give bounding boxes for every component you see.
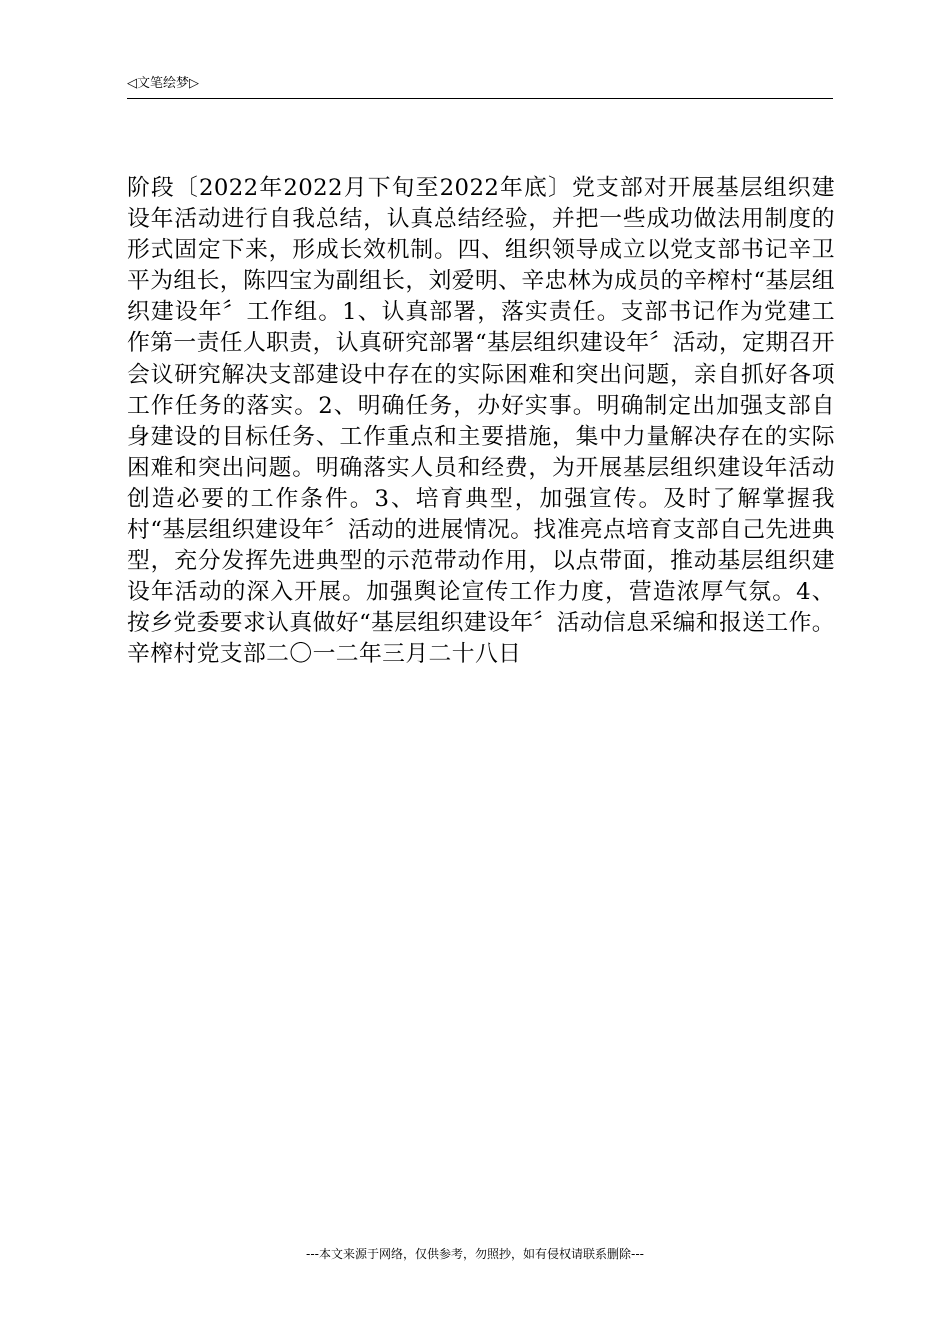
brand-mark: ◁文笔绘梦▷ bbox=[127, 76, 199, 91]
page-header bbox=[127, 72, 833, 99]
document-body: 阶段〔2022年2022月下旬至2022年底〕党支部对开展基层组织建设年活动进行自我总结，认真总结经验，并把一些成功做法用制度的形式固定下来，形成长效机制。四、组织领导成立以党支部书记辛卫平为组长，陈四宝为副组长，刘爱明、辛忠林为成员的辛榨村“基层组织建设年〞工作组。1、认真部署，落实责任。支部书记作为党建工作第一责任人职责，认真研究部署“基层组织建设年〞活动，定期召开会议研究解决支部建设中存在的实际困难和突出问题，亲自抓好各项工作任务的落实。2、明确任务，办好实事。明确制定出加强支部自身建设的目标任务、工作重点和主要措施，集中力量解决存在的实际困难和突出问题。明确落实人员和经费，为开展基层组织建设年活动创造必要的工作条件。3、培育典型，加强宣传。及时了解掌握我村“基层组织建设年〞活动的进展情况。找准亮点培育支部自己先进典型，充分发挥先进典型的示范带动作用，以点带面，推动基层组织建设年活动的深入开展。加强舆论宣传工作力度，营造浓厚气氛。4、按乡党委要求认真做好“基层组织建设年〞活动信息采编和报送工作。辛榨村党支部二〇一二年三月二十八日 bbox=[127, 175, 835, 668]
footer-notice: ---本文来源于网络，仅供参考，勿照抄，如有侵权请联系删除--- bbox=[306, 1247, 644, 1261]
